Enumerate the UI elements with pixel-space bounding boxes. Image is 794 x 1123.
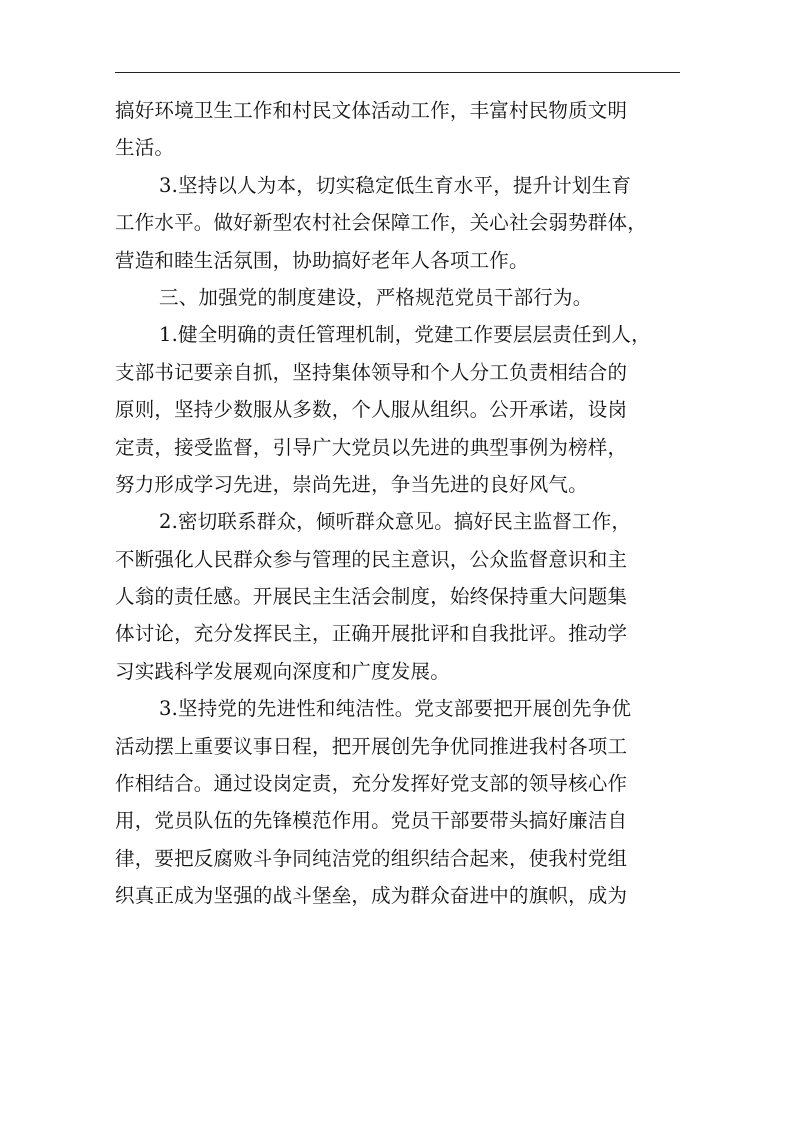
text-line: 活动摆上重要议事日程，把开展创先争优同推进我村各项工 [115,734,628,758]
text-line: 定责，接受监督，引导广大党员以先进的典型事例为榜样， [115,435,628,459]
text-line: 工作水平。做好新型农村社会保障工作，关心社会弱势群体， [115,211,647,235]
header-rule [115,72,680,73]
text-line: 律，要把反腐败斗争同纯洁党的组织结合起来，使我村党组 [115,846,628,870]
text-line: 体讨论，充分发挥民主，正确开展批评和自我批评。推动学 [115,622,628,646]
text-line: 作相结合。通过设岗定责，充分发挥好党支部的领导核心作 [115,772,628,796]
text-line: 支部书记要亲自抓，坚持集体领导和个人分工负责相结合的 [115,360,628,384]
text-line: 3.坚持党的先进性和纯洁性。党支部要把开展创先争优 [159,697,632,721]
text-line: 用，党员队伍的先锋模范作用。党员干部要带头搞好廉洁自 [115,809,628,833]
text-line: 织真正成为坚强的战斗堡垒，成为群众奋进中的旗帜，成为 [115,884,628,908]
text-line: 习实践科学发展观向深度和广度发展。 [115,659,450,683]
text-line: 努力形成学习先进，崇尚先进，争当先进的良好风气。 [115,472,588,496]
text-line: 人翁的责任感。开展民主生活会制度，始终保持重大问题集 [115,585,628,609]
text-line: 2.密切联系群众，倾听群众意见。搞好民主监督工作， [159,510,632,534]
text-line: 1.健全明确的责任管理机制，党建工作要层层责任到人， [159,323,651,347]
text-line: 3.坚持以人为本，切实稳定低生育水平，提升计划生育 [159,173,632,197]
section-heading: 三、加强党的制度建设，严格规范党员干部行为。 [159,285,593,309]
text-line: 营造和睦生活氛围，协助搞好老年人各项工作。 [115,248,529,272]
text-line: 原则，坚持少数服从多数，个人服从组织。公开承诺，设岗 [115,398,628,422]
text-line: 不断强化人民群众参与管理的民主意识，公众监督意识和主 [115,547,628,571]
document-body [115,92,680,915]
text-line: 生活。 [115,136,175,160]
text-line: 搞好环境卫生工作和村民文体活动工作，丰富村民物质文明 [115,99,628,122]
